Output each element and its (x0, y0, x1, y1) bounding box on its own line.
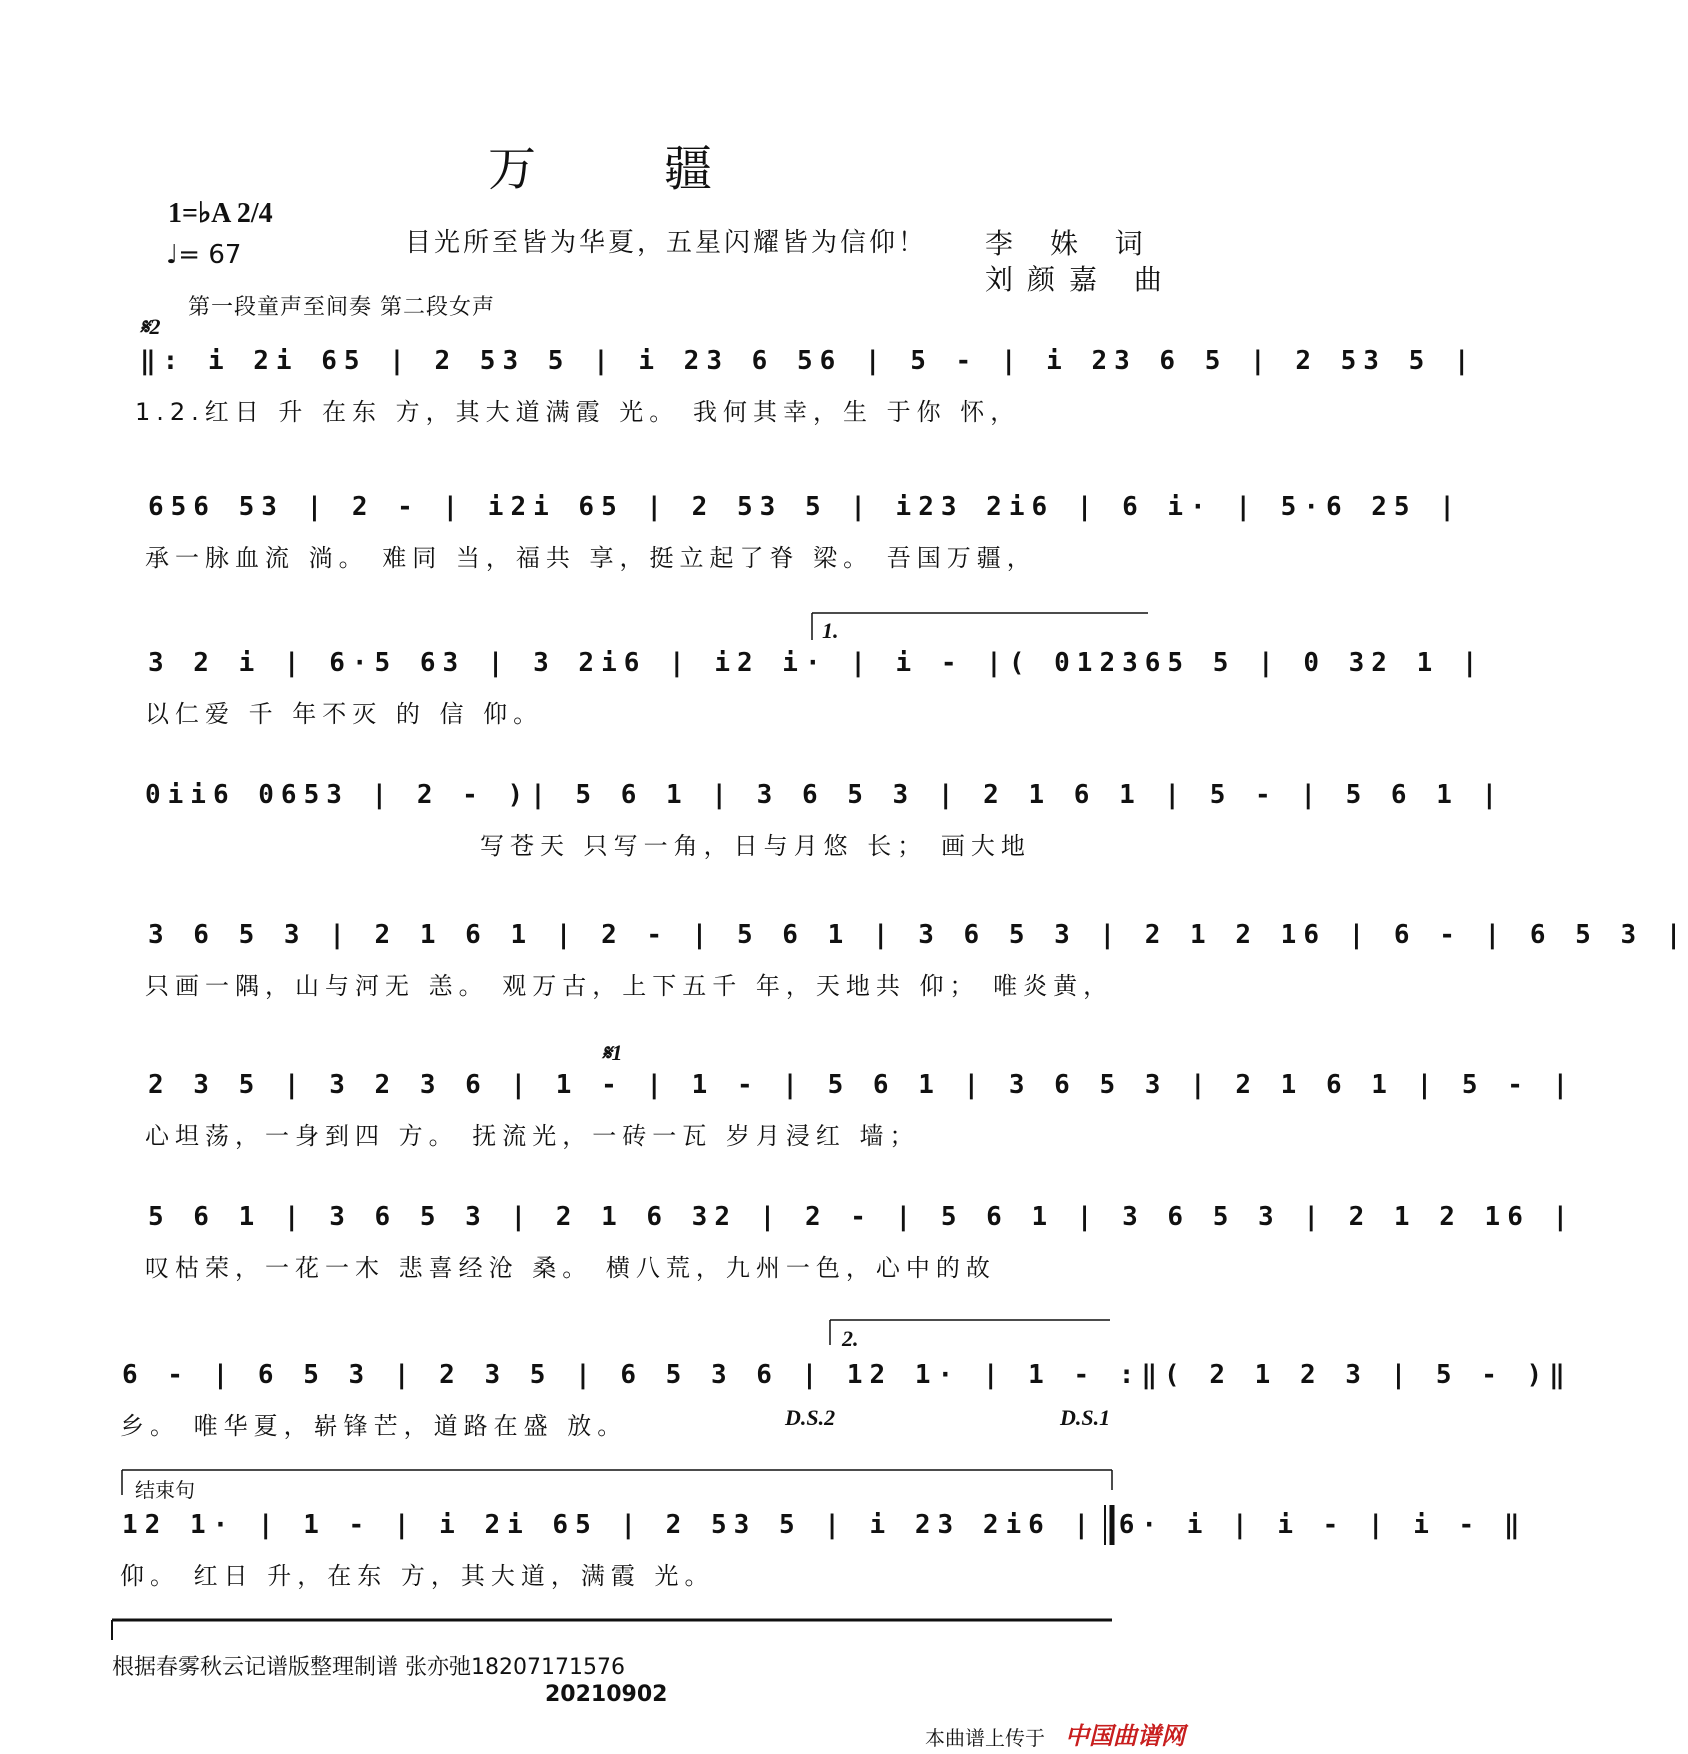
system-8-lyrics: 乡。 唯华夏，崭锋芒，道路在盛 放。 (120, 1412, 628, 1440)
tempo-marking: ♩= 67 (166, 240, 242, 270)
system-1-lyrics: 1.2.红日 升 在东 方，其大道满霞 光。 我何其幸，生 于你 怀， (135, 398, 1021, 426)
system-7-lyrics: 叹枯荣，一花一木 悲喜经沧 桑。 横八荒，九州一色，心中的故 (145, 1254, 996, 1282)
system-7-notes: 5 6 1 | 3 6 5 3 | 2 1 6 32 | 2 - | 5 6 1 | 3 6 5 3 | 2 1 2 16 | (148, 1202, 1576, 1232)
system-2-lyrics: 承一脉血流 淌。 难同 当，福共 享，挺立起了脊 梁。 吾国万疆， (145, 544, 1037, 572)
date-stamp: 20210902 (545, 1682, 668, 1707)
volta-2-label: 2. (842, 1326, 859, 1351)
system-9-notes: 12 1· | 1 - | i 2i 65 | 2 53 5 | i 23 2i6 | 6· i | i - | i - ‖ (122, 1510, 1527, 1540)
ds2-marking: D.S.2 (785, 1405, 836, 1430)
system-5-notes: 3 6 5 3 | 2 1 6 1 | 2 - | 5 6 1 | 3 6 5 3 | 2 1 2 16 | 6 - | 6 5 3 | (148, 920, 1688, 950)
volta-1-label: 1. (822, 618, 839, 643)
motto-text: 目光所至皆为华夏，五星闪耀皆为信仰！ (405, 228, 928, 258)
system-5-lyrics: 只画一隅，山与河无 恙。 观万古，上下五千 年，天地共 仰； 唯炎黄， (145, 972, 1114, 1000)
system-1-notes: ‖: i 2i 65 | 2 53 5 | i 23 6 56 | 5 - | i 23 6 5 | 2 53 5 | (140, 346, 1477, 376)
key-signature: 1=♭A 2/4 (168, 198, 273, 229)
system-6-lyrics: 心坦荡，一身到四 方。 抚流光，一砖一瓦 岁月浸红 墙； (145, 1122, 920, 1150)
arranger-credit: 根据春雾秋云记谱版整理制谱 张亦弛18207171576 (112, 1655, 625, 1680)
system-8-notes: 6 - | 6 5 3 | 2 3 5 | 6 5 3 6 | 12 1· | 1 - :‖( 2 1 2 3 | 5 - )‖ (122, 1360, 1572, 1390)
song-title: 万 疆 (487, 141, 752, 197)
site-logo[interactable]: 中国曲谱网 (1065, 1722, 1185, 1750)
system-6-notes: 2 3 5 | 3 2 3 6 | 1 - | 1 - | 5 6 1 | 3 6 5 3 | 2 1 6 1 | 5 - | (148, 1070, 1576, 1100)
system-9-lyrics: 仰。 红日 升，在东 方，其大道，满霞 光。 (120, 1562, 715, 1590)
system-4-notes: 0ii6 0653 | 2 - )| 5 6 1 | 3 6 5 3 | 2 1 6 1 | 5 - | 5 6 1 | (145, 780, 1505, 810)
segno-1-mark: 𝄋1 (602, 1040, 623, 1065)
ds1-marking: D.S.1 (1060, 1405, 1111, 1430)
ending-label: 结束句 (135, 1478, 195, 1502)
performance-note: 第一段童声至间奏 第二段女声 (188, 295, 495, 320)
system-2-notes: 656 53 | 2 - | i2i 65 | 2 53 5 | i23 2i6 | 6 i· | 5·6 25 | (148, 492, 1462, 522)
system-4-lyrics: 写苍天 只写一角，日与月悠 长； 画大地 (480, 832, 1031, 860)
segno-2-mark: 𝄋2 (140, 314, 161, 339)
lyricist-credit: 李 姝 词 (985, 227, 1157, 260)
upload-note: 本曲谱上传于 (925, 1726, 1045, 1750)
system-3-notes: 3 2 i | 6·5 63 | 3 2i6 | i2 i· | i - |( 012365 5 | 0 32 1 | (148, 648, 1485, 678)
system-3-lyrics: 以仁爱 千 年不灭 的 信 仰。 (145, 700, 544, 728)
composer-credit: 刘颜嘉 曲 (985, 263, 1176, 296)
